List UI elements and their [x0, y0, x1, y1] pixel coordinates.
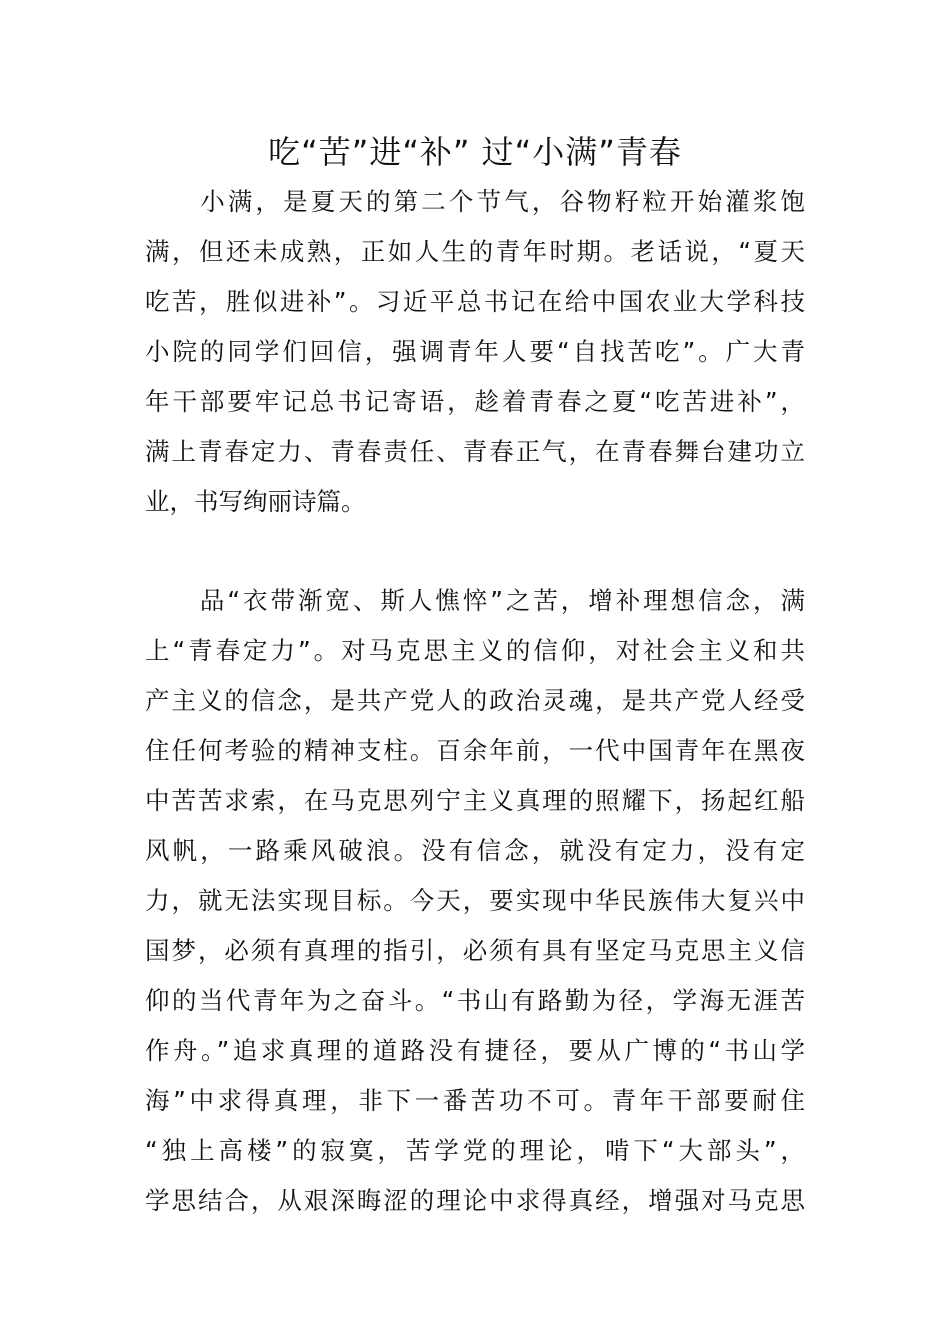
paragraph-line: 中苦苦求索，在马克思列宁主义真理的照耀下，扬起红船 [145, 786, 805, 815]
paragraph-line: 海”中求得真理，非下一番苦功不可。青年干部要耐住 [145, 1086, 805, 1115]
paragraph-2 [145, 576, 805, 1226]
paragraph-line: 国梦，必须有真理的指引，必须有具有坚定马克思主义信 [145, 936, 805, 965]
paragraph-line: 上“青春定力”。对马克思主义的信仰，对社会主义和共 [145, 636, 805, 665]
paragraph-line: 品“衣带渐宽、斯人憔悴”之苦，增补理想信念，满 [145, 586, 805, 615]
paragraph-1 [145, 177, 805, 527]
paragraph-line: 年干部要牢记总书记寄语，趁着青春之夏“吃苦进补”， [145, 387, 805, 416]
paragraph-line: 小院的同学们回信，强调青年人要“自找苦吃”。广大青 [145, 337, 805, 366]
paragraph-line: 风帆，一路乘风破浪。没有信念，就没有定力，没有定 [145, 836, 805, 865]
paragraph-line: 作舟。”追求真理的道路没有捷径，要从广博的“书山学 [145, 1036, 805, 1065]
paragraph-line: 学思结合，从艰深晦涩的理论中求得真经，增强对马克思 [145, 1186, 805, 1215]
paragraph-line: 产主义的信念，是共产党人的政治灵魂，是共产党人经受 [145, 686, 805, 715]
paragraph-line: 住任何考验的精神支柱。百余年前，一代中国青年在黑夜 [145, 736, 805, 765]
paragraph-line: 仰的当代青年为之奋斗。“书山有路勤为径，学海无涯苦 [145, 986, 805, 1015]
paragraph-line: 吃苦，胜似进补”。习近平总书记在给中国农业大学科技 [145, 287, 805, 316]
paragraph-line: 业，书写绚丽诗篇。 [145, 487, 366, 516]
paragraph-line: 小满，是夏天的第二个节气，谷物籽粒开始灌浆饱 [145, 187, 805, 216]
paragraph-line: 力，就无法实现目标。今天，要实现中华民族伟大复兴中 [145, 886, 805, 915]
document-title: 吃“苦”进“补” 过“小满”青春 [268, 133, 682, 171]
paragraph-line: “独上高楼”的寂寞，苦学党的理论，啃下“大部头”， [145, 1136, 805, 1165]
paragraph-line: 满，但还未成熟，正如人生的青年时期。老话说，“夏天 [145, 237, 805, 266]
paragraph-line: 满上青春定力、青春责任、青春正气，在青春舞台建功立 [145, 437, 805, 466]
